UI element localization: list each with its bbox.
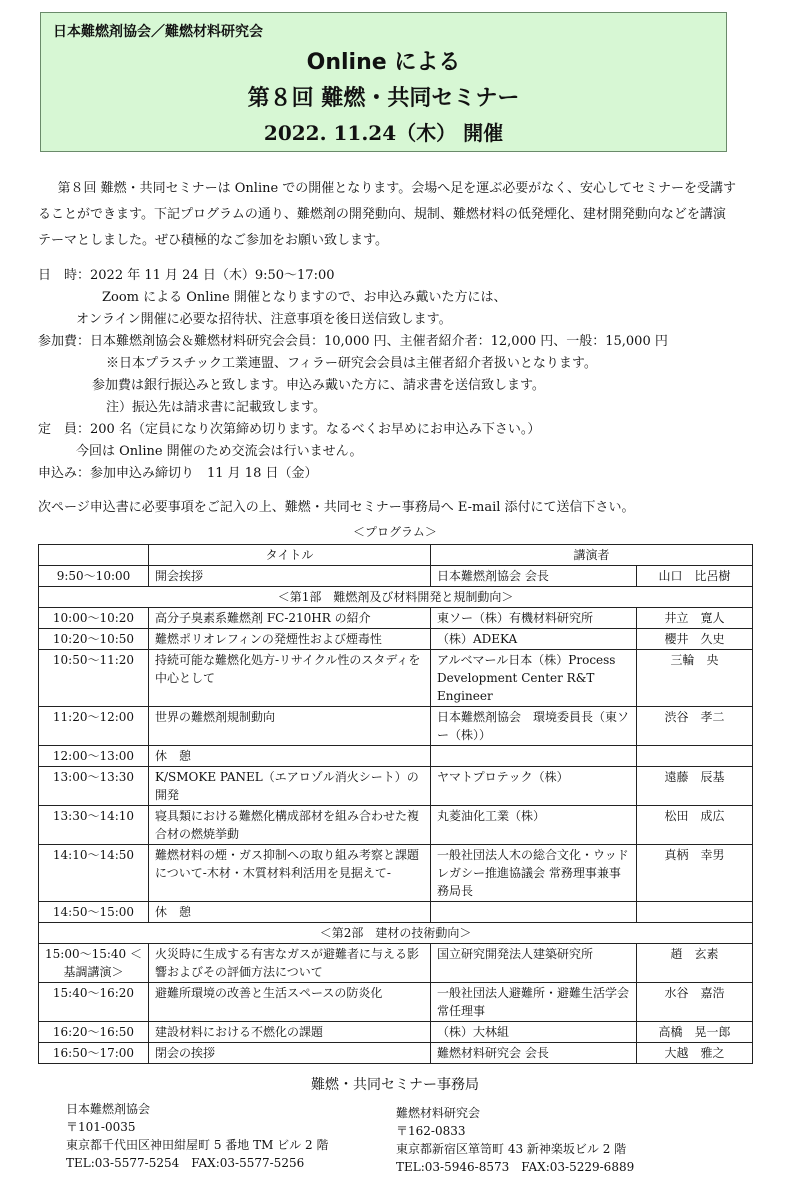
- speaker-name: 山口 比呂樹: [637, 566, 753, 587]
- table-row: [39, 707, 753, 746]
- program-caption: ＜プログラム＞: [353, 525, 437, 539]
- office-right-address: 東京都新宿区箪笥町 43 新神楽坂ビル 2 階: [396, 1142, 627, 1156]
- part1-heading: ＜第1部 難燃剤及び材料開発と規制動向＞: [39, 587, 753, 608]
- office-left-address: 東京都千代田区神田紺屋町 5 番地 TM ビル 2 階: [66, 1138, 329, 1152]
- program-table: [38, 544, 753, 1064]
- session-title: 難燃ポリオレフィンの発煙性および煙毒性: [149, 629, 431, 650]
- speaker-affiliation: 一般社団法人避難所・避難生活学会 常任理事: [431, 983, 637, 1022]
- organizer-line: 日本難燃剤協会／難燃材料研究会: [53, 24, 263, 40]
- speaker-name: [637, 746, 753, 767]
- office-left-tel: TEL:03-5577-5254 FAX:03-5577-5256: [66, 1156, 305, 1170]
- speaker-name: 大越 雅之: [637, 1043, 753, 1064]
- session-time: 10:20～10:50: [39, 629, 149, 650]
- session-title: 寝具類における難燃化構成部材を組み合わせた複合材の燃焼挙動: [149, 806, 431, 845]
- speaker-name: 櫻井 久史: [637, 629, 753, 650]
- title-date: 2022. 11.24（木） 開催: [263, 121, 504, 145]
- speaker-affiliation: 一般社団法人木の総合文化・ウッドレガシー推進協議会 常務理事兼事務局長: [431, 845, 637, 902]
- intro-text: 第８回 難燃・共同セミナーは Online での開催となります。会場へ足を運ぶ必要がなく、安心してセミナーを受講することができます。下記プログラムの通り、難燃剤の開発動向、規制、難燃材料の低発煙化、建材開発動向などを講演テーマとしました。ぜひ積極的なご参加をお願い致します。: [38, 181, 737, 248]
- session-title: 世界の難燃剤規制動向: [149, 707, 431, 746]
- office-title: 難燃・共同セミナー事務局: [311, 1077, 479, 1093]
- info-fee-note3: 注）振込先は請求書に記載致します。: [106, 400, 326, 415]
- session-title: 難燃材料の煙・ガス抑制への取り組み考察と課題について-木材・木質材料利活用を見据えて-: [149, 845, 431, 902]
- office-right: [396, 1104, 634, 1176]
- table-row: [39, 629, 753, 650]
- speaker-affiliation: （株）ADEKA: [431, 629, 637, 650]
- table-row: [39, 944, 753, 983]
- speaker-affiliation: 難燃材料研究会 会長: [431, 1043, 637, 1064]
- title-seminar: 第８回 難燃・共同セミナー: [247, 86, 520, 111]
- session-title: K/SMOKE PANEL（エアロゾル消火シート）の開発: [149, 767, 431, 806]
- section-row: [39, 923, 753, 944]
- office-right-name: 難燃材料研究会: [396, 1106, 481, 1120]
- table-row: [39, 902, 753, 923]
- info-capacity-note: 今回は Online 開催のため交流会は行いません。: [76, 444, 363, 459]
- info-date-note1: Zoom による Online 開催となりますので、お申込み戴いた方には、: [102, 290, 507, 305]
- table-row: [39, 650, 753, 707]
- session-title: 建設材料における不燃化の課題: [149, 1022, 431, 1043]
- speaker-affiliation: 日本難燃剤協会 会長: [431, 566, 637, 587]
- speaker-name: 渋谷 孝二: [637, 707, 753, 746]
- speaker-affiliation: 丸菱油化工業（株）: [431, 806, 637, 845]
- speaker-name: 松田 成広: [637, 806, 753, 845]
- session-time: 12:00～13:00: [39, 746, 149, 767]
- info-date-note2: オンライン開催に必要な招待状、注意事項を後日送信致します。: [76, 312, 452, 327]
- session-time: 14:10～14:50: [39, 845, 149, 902]
- info-fee-note2: 参加費は銀行振込みと致します。申込み戴いた方に、請求書を送信致します。: [92, 378, 545, 393]
- session-time: 15:00～15:40 ＜基調講演＞: [39, 944, 149, 983]
- session-time: 10:50～11:20: [39, 650, 149, 707]
- speaker-affiliation: [431, 902, 637, 923]
- session-title: 開会挨拶: [149, 566, 431, 587]
- table-row: [39, 767, 753, 806]
- office-right-zip: 〒162-0833: [396, 1124, 466, 1138]
- speaker-name: 遠藤 辰基: [637, 767, 753, 806]
- table-row: [39, 845, 753, 902]
- info-date: 日 時：2022 年 11 月 24 日（木）9:50～17:00: [38, 268, 335, 283]
- speaker-name: 高橋 晃一郎: [637, 1022, 753, 1043]
- session-title: 休 憩: [149, 746, 431, 767]
- speaker-affiliation: ヤマトプロテック（株）: [431, 767, 637, 806]
- session-time: 14:50～15:00: [39, 902, 149, 923]
- header-time: [39, 545, 149, 566]
- info-instruction: 次ページ申込書に必要事項をご記入の上、難燃・共同セミナー事務局へ E-mail 添付にて送信下さい。: [38, 500, 635, 515]
- table-row: [39, 1043, 753, 1064]
- table-row: [39, 566, 753, 587]
- info-apply: 申込み：参加申込み締切り 11 月 18 日（金）: [38, 466, 318, 481]
- speaker-affiliation: 日本難燃剤協会 環境委員長（東ソー（株））: [431, 707, 637, 746]
- session-title: 休 憩: [149, 902, 431, 923]
- session-time: 9:50～10:00: [39, 566, 149, 587]
- table-header-row: [39, 545, 753, 566]
- office-right-tel: TEL:03-5946-8573 FAX:03-5229-6889: [396, 1160, 635, 1174]
- info-capacity: 定 員：200 名（定員になり次第締め切ります。なるべくお早めにお申込み下さい。）: [38, 422, 541, 437]
- session-title: 持続可能な難燃化処方-リサイクル性のスタディを中心として: [149, 650, 431, 707]
- table-row: [39, 746, 753, 767]
- speaker-affiliation: （株）大林組: [431, 1022, 637, 1043]
- session-time: 15:40～16:20: [39, 983, 149, 1022]
- session-time: 10:00～10:20: [39, 608, 149, 629]
- session-title: 閉会の挨拶: [149, 1043, 431, 1064]
- speaker-affiliation: [431, 746, 637, 767]
- speaker-affiliation: 東ソー（株）有機材料研究所: [431, 608, 637, 629]
- session-time: 16:20～16:50: [39, 1022, 149, 1043]
- section-row: [39, 587, 753, 608]
- speaker-affiliation: 国立研究開発法人建築研究所: [431, 944, 637, 983]
- intro-paragraph: [38, 176, 738, 254]
- info-fee: 参加費：日本難燃剤協会＆難燃材料研究会会員：10,000 円、主催者紹介者：12,000 円、一般：15,000 円: [38, 334, 668, 349]
- session-time: 13:30～14:10: [39, 806, 149, 845]
- header-box: [40, 12, 727, 152]
- header-speaker: 講演者: [431, 545, 753, 566]
- session-title: 避難所環境の改善と生活スペースの防炎化: [149, 983, 431, 1022]
- speaker-name: 真柄 幸男: [637, 845, 753, 902]
- table-row: [39, 1022, 753, 1043]
- office-left-name: 日本難燃剤協会: [66, 1102, 151, 1116]
- title-online: Online による: [306, 50, 461, 75]
- office-left-zip: 〒101-0035: [66, 1120, 136, 1134]
- table-row: [39, 608, 753, 629]
- table-row: [39, 983, 753, 1022]
- info-fee-note1: ※日本プラスチック工業連盟、フィラー研究会会員は主催者紹介者扱いとなります。: [106, 356, 597, 371]
- session-title: 高分子臭素系難燃剤 FC-210HR の紹介: [149, 608, 431, 629]
- table-row: [39, 806, 753, 845]
- session-time: 11:20～12:00: [39, 707, 149, 746]
- session-time: 16:50～17:00: [39, 1043, 149, 1064]
- speaker-name: 水谷 嘉浩: [637, 983, 753, 1022]
- session-time: 13:00～13:30: [39, 767, 149, 806]
- session-title: 火災時に生成する有害なガスが避難者に与える影響およびその評価方法について: [149, 944, 431, 983]
- header-title: タイトル: [149, 545, 431, 566]
- speaker-name: 井立 寛人: [637, 608, 753, 629]
- part2-heading: ＜第2部 建材の技術動向＞: [39, 923, 753, 944]
- speaker-name: 三輪 央: [637, 650, 753, 707]
- speaker-affiliation: アルベマール日本（株）Process Development Center R&T Engineer: [431, 650, 637, 707]
- speaker-name: [637, 902, 753, 923]
- office-left: [66, 1100, 328, 1172]
- speaker-name: 趙 玄素: [637, 944, 753, 983]
